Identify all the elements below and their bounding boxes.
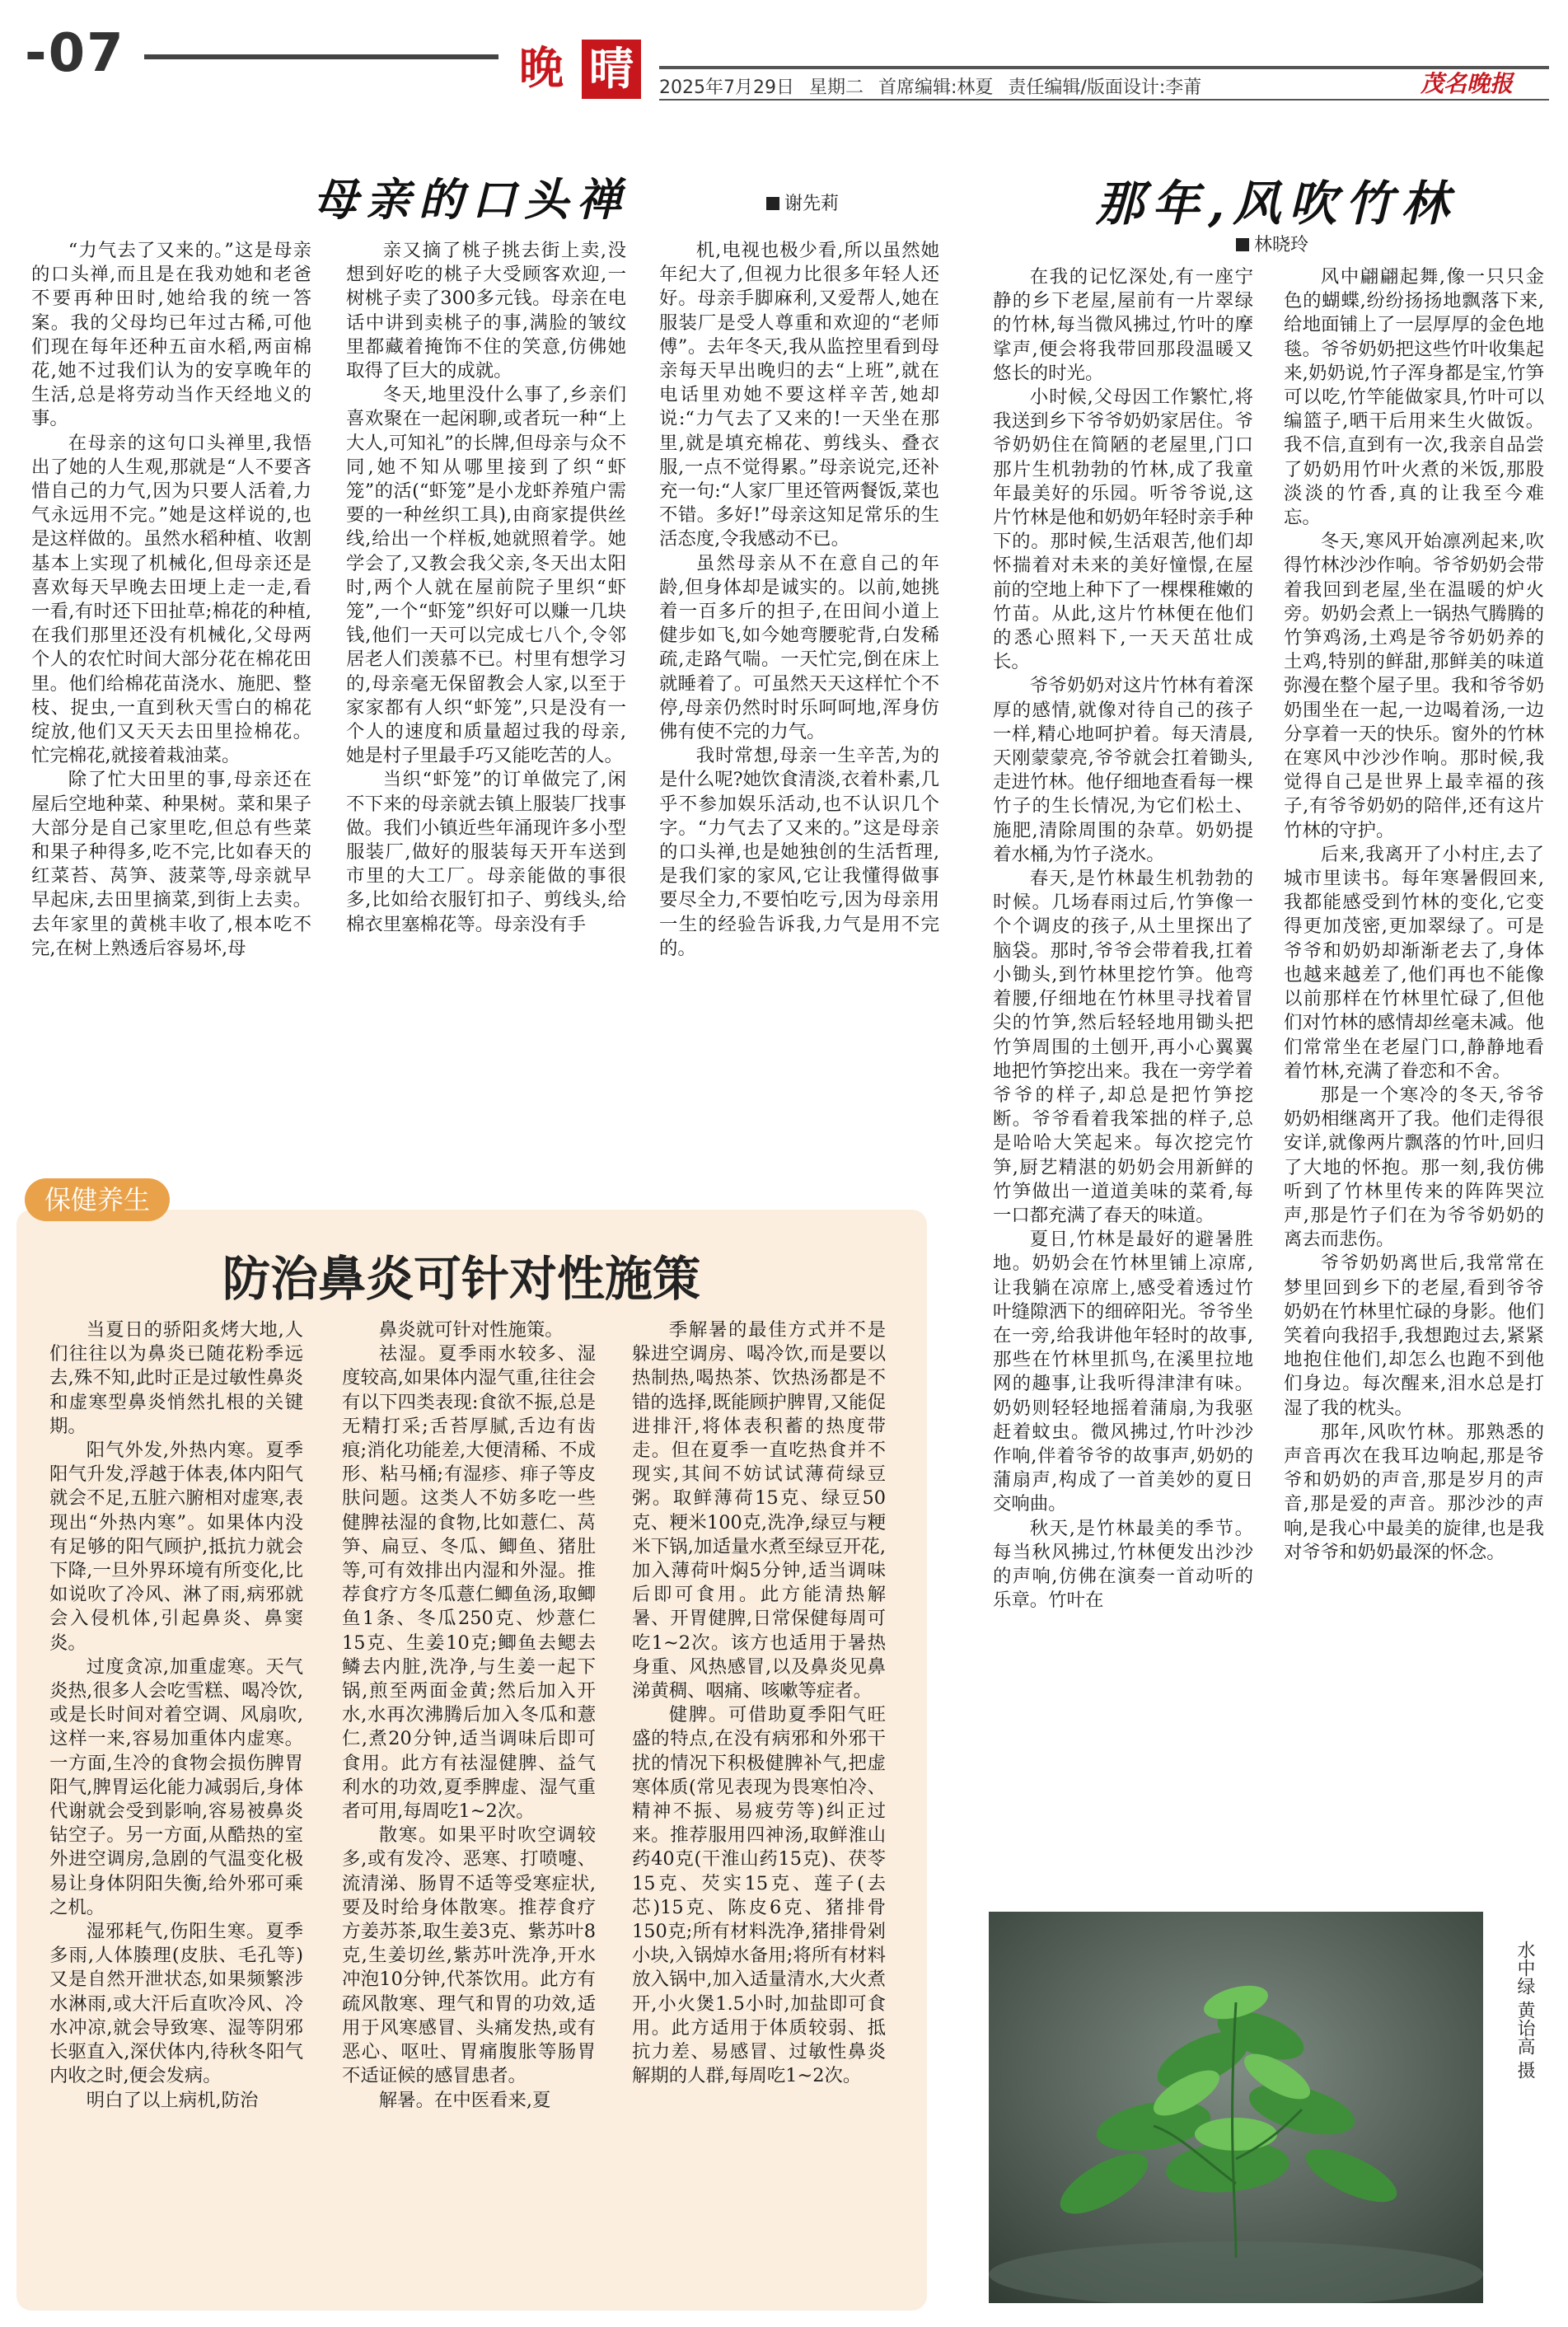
paragraph: 散寒。如果平时吹空调较多,或有发冷、恶寒、打喷嚏、流清涕、肠胃不适等受寒症状,要及时给身体散寒。推荐食疗方姜苏茶,取生姜3克、紫苏叶8克,生姜切丝,紫苏叶洗净,开水冲泡10分钟,代茶饮用。此方有疏风散寒、理气和胃的功效,适用于风寒感冒、头痛发热,或有恶心、呕吐、胃痛腹胀等肠胃不适证候的感冒患者。 bbox=[342, 1824, 596, 2087]
paragraph: 解暑。在中医看来,夏 bbox=[378, 2089, 551, 2111]
section-name-char-2: 晴 bbox=[582, 40, 641, 99]
article-column bbox=[31, 239, 311, 1158]
section-tag: 保健养生 bbox=[25, 1178, 170, 1221]
paragraph: 鼻炎就可针对性施策。 bbox=[378, 1319, 564, 1341]
issue-date: 2025年7月29日 bbox=[659, 77, 794, 98]
article-author: 谢先莉 bbox=[784, 194, 840, 214]
photo-caption: 水中绿 黄诒高 摄 bbox=[1514, 1941, 1535, 2079]
paragraph: 那是一个寒冷的冬天,爷爷奶奶相继离开了我。他们走得很安详,就像两片飘落的竹叶,回归了大地的怀抱。那一刻,我仿佛听到了竹林里传来的阵阵哭泣声,那是竹子们在为爷爷奶奶的离去而悲伤。 bbox=[1284, 1084, 1544, 1251]
paragraph: 当夏日的骄阳炙烤大地,人们往往以为鼻炎已随花粉季远去,殊不知,此时正是过敏性鼻炎和虚寒型鼻炎悄然扎根的关键期。 bbox=[49, 1319, 303, 1437]
article-column bbox=[1284, 265, 1544, 1897]
paragraph: 阳气外发,外热内寒。夏季阳气升发,浮越于体表,体内阳气就会不足,五脏六腑相对虚寒,表现出“外热内寒”。如果体内没有足够的阳气顾护,抵抗力就会下降,一旦外界环境有所变化,比如说吹了冷风、淋了雨,病邪就会入侵机体,引起鼻炎、鼻窦炎。 bbox=[49, 1440, 303, 1654]
paragraph: 在母亲的这句口头禅里,我悟出了她的人生观,那就是“人不要吝惜自己的力气,因为只要人活着,力气永远用不完。”她是这样说的,也是这样做的。虽然水稻种植、收割基本上实现了机械化,但母亲还是喜欢每天早晚去田埂上走一走,看一看,有时还下田扯草;棉花的种植,在我们那里还没有机械化,父母两个人的农忙时间大部分花在棉花田里。他们给棉花苗浇水、施肥、整枝、捉虫,一直到秋天雪白的棉花绽放,他们又天天去田里捡棉花。忙完棉花,就接着栽油菜。 bbox=[31, 432, 311, 767]
byline-square-icon bbox=[1236, 238, 1249, 251]
article-title: 防治鼻炎可针对性施策 bbox=[222, 1251, 701, 1307]
article-title: 那年,风吹竹林 bbox=[1096, 176, 1458, 232]
paragraph: 在我的记忆深处,有一座宁静的乡下老屋,屋前有一片翠绿的竹林,每当微风拂过,竹叶的摩挲声,便会将我带回那段温暖又悠长的时光。 bbox=[993, 266, 1253, 384]
masthead-info bbox=[659, 71, 1368, 101]
article-byline bbox=[1236, 231, 1308, 256]
paragraph: 秋天,是竹林最美的季节。每当秋风拂过,竹林便发出沙沙的声响,仿佛在演奏一首动听的乐章。竹叶在 bbox=[993, 1517, 1253, 1612]
article-byline bbox=[766, 190, 839, 215]
paragraph: 风中翩翩起舞,像一只只金色的蝴蝶,纷纷扬扬地飘落下来,给地面铺上了一层厚厚的金色地毯。爷爷奶奶把这些竹叶收集起来,奶奶说,竹子浑身都是宝,竹笋可以吃,竹竿能做家具,竹叶可以编篮子,晒干后用来生火做饭。我不信,直到有一次,我亲自品尝了奶奶用竹叶火煮的米饭,那股淡淡的竹香,真的让我至今难忘。 bbox=[1284, 266, 1544, 529]
chief-editor: 首席编辑:林夏 bbox=[878, 77, 994, 98]
paragraph: 健脾。可借助夏季阳气旺盛的特点,在没有病邪和外邪干扰的情况下积极健脾补气,把虚寒体质(常见表现为畏寒怕冷、精神不振、易疲劳等)纠正过来。推荐服用四神汤,取鲜淮山药40克(干淮山药15克)、茯苓15克、芡实15克、莲子(去芯)15克、陈皮6克、猪排骨150克;所有材料洗净,猪排骨剁小块,入锅焯水备用;将所有材料放入锅中,加入适量清水,大火煮开,小火煲1.5小时,加盐即可食用。此方适用于体质较弱、抵抗力差、易感冒、过敏性鼻炎解期的人群,每周吃1~2次。 bbox=[632, 1704, 886, 2087]
editor: 责任编辑/版面设计:李莆 bbox=[1008, 77, 1202, 98]
paragraph: 冬天,寒风开始凛冽起来,吹得竹林沙沙作响。爷爷奶奶会带着我回到老屋,坐在温暖的炉火旁。奶奶会煮上一锅热气腾腾的竹笋鸡汤,土鸡是爷爷奶奶养的土鸡,特别的鲜甜,那鲜美的味道弥漫在整个屋子里。我和爷爷奶奶围坐在一起,一边喝着汤,一边分享着一天的快乐。窗外的竹林在寒风中沙沙作响。那时候,我觉得自己是世界上最幸福的孩子,有爷爷奶奶的陪伴,还有这片竹林的守护。 bbox=[1284, 531, 1544, 841]
masthead bbox=[0, 0, 1568, 124]
article-column bbox=[346, 239, 626, 1158]
article-column bbox=[659, 239, 939, 1158]
byline-square-icon bbox=[766, 197, 779, 210]
paragraph: 除了忙大田里的事,母亲还在屋后空地种菜、种果树。菜和果子大部分是自己家里吃,但总有些菜和果子种得多,吃不完,比如春天的红菜苔、莴笋、菠菜等,母亲就早早起床,去田里摘菜,到街上去卖。去年家里的黄桃丰收了,根本吃不完,在树上熟透后容易坏,母 bbox=[31, 769, 311, 959]
paragraph: 当织“虾笼”的订单做完了,闲不下来的母亲就去镇上服装厂找事做。我们小镇近些年涌现许多小型服装厂,做好的服装每天开车送到市里的大工厂。母亲能做的事很多,比如给衣服钉扣子、剪线头,给棉衣里塞棉花等。母亲没有手 bbox=[346, 769, 626, 935]
paragraph: 爷爷奶奶对这片竹林有着深厚的感情,就像对待自己的孩子一样,精心地呵护着。每天清晨,天刚蒙蒙亮,爷爷就会扛着锄头,走进竹林。他仔细地查看每一棵竹子的生长情况,为它们松土、施肥,清除周围的杂草。奶奶提着水桶,为竹子浇水。 bbox=[993, 675, 1253, 865]
article-column bbox=[49, 1318, 303, 2303]
issue-weekday: 星期二 bbox=[808, 77, 864, 98]
paragraph: 机,电视也极少看,所以虽然她年纪大了,但视力比很多年轻人还好。母亲手脚麻利,又爱帮人,她在服装厂是受人尊重和欢迎的“老师傅”。去年冬天,我从监控里看到母亲每天早出晚归的去“上班”,就在电话里劝她不要这样辛苦,她却说:“力气去了又来的!一天坐在那里,就是填充棉花、剪线头、叠衣服,一点不觉得累。”母亲说完,还补充一句:“人家厂里还管两餐饭,菜也不错。多好!”母亲这知足常乐的生活态度,令我感动不已。 bbox=[659, 240, 939, 550]
paragraph: 春天,是竹林最生机勃勃的时候。几场春雨过后,竹笋像一个个调皮的孩子,从土里探出了脑袋。那时,爷爷会带着我,扛着小锄头,到竹林里挖竹笋。他弯着腰,仔细地在竹林里寻找着冒尖的竹笋,然后轻轻地用锄头把竹笋周围的土刨开,再小心翼翼地把竹笋挖出来。我在一旁学着爷爷的样子,却总是把竹笋挖断。爷爷看着我笨拙的样子,总是哈哈大笑起来。每次挖完竹笋,厨艺精湛的奶奶会用新鲜的竹笋做出一道道美味的菜肴,每一口都充满了春天的味道。 bbox=[993, 868, 1253, 1226]
article-column bbox=[993, 265, 1253, 1897]
paragraph: “力气去了又来的。”这是母亲的口头禅,而且是在我劝她和老爸不要再种田时,她给我的统一答案。我的父母均已年过古稀,可他们现在每年还种五亩水稻,两亩棉花,她不过我们认为的安享晚年的生活,总是将劳动当作天经地义的事。 bbox=[31, 240, 311, 430]
paragraph: 小时候,父母因工作繁忙,将我送到乡下爷爷奶奶家居住。爷爷奶奶住在简陋的老屋里,门口那片生机勃勃的竹林,成了我童年最美好的乐园。听爷爷说,这片竹林是他和奶奶年轻时亲手种下的。那时候,生活艰苦,他们却怀揣着对未来的美好憧憬,在屋前的空地上种下了一棵棵稚嫩的竹苗。从此,这片竹林便在他们的悉心照料下,一天天茁壮成长。 bbox=[993, 386, 1253, 673]
section-name bbox=[519, 33, 643, 97]
page-number: -07 bbox=[25, 23, 125, 84]
paragraph: 明白了以上病机,防治 bbox=[86, 2089, 259, 2111]
paragraph: 冬天,地里没什么事了,乡亲们喜欢聚在一起闲聊,或者玩一种“上大人,可知礼”的长牌,但母亲与众不同,她不知从哪里接到了织“虾笼”的活(“虾笼”是小龙虾养殖户需要的一种丝织工具),由商家提供丝线,给出一个样板,她就照着学。她学会了,又教会我父亲,冬天出太阳时,两个人就在屋前院子里织“虾笼”,一个“虾笼”织好可以赚一几块钱,他们一天可以完成七八个,令邻居老人们羡慕不已。村里有想学习的,母亲毫无保留教会人家,以至于家家都有人织“虾笼”,只是没有一个人的速度和质量超过我的母亲,她是村子里最手巧又能吃苦的人。 bbox=[346, 384, 626, 767]
paragraph: 爷爷奶奶离世后,我常常在梦里回到乡下的老屋,看到爷爷奶奶在竹林里忙碌的身影。他们笑着向我招手,我想跑过去,紧紧地抱住他们,却怎么也跑不到他们身边。每次醒来,泪水总是打湿了我的枕头。 bbox=[1284, 1252, 1544, 1419]
article-author: 林晓玲 bbox=[1254, 235, 1309, 255]
paragraph: 季解暑的最佳方式并不是躲进空调房、喝冷饮,而是要以热制热,喝热茶、饮热汤都是不错的选择,既能顾护脾胃,又能促进排汗,将体表积蓄的热度带走。但在夏季一直吃热食并不现实,其间不妨试试薄荷绿豆粥。取鲜薄荷15克、绿豆50克、粳米100克,洗净,绿豆与粳米下锅,加适量水煮至绿豆开花,加入薄荷叶焖5分钟,适当调味后即可食用。此方能清热解暑、开胃健脾,日常保健每周可吃1~2次。该方也适用于暑热身重、风热感冒,以及鼻炎见鼻涕黄稠、咽痛、咳嗽等症者。 bbox=[632, 1319, 886, 1702]
paragraph: 过度贪凉,加重虚寒。天气炎热,很多人会吃雪糕、喝冷饮,或是长时间对着空调、风扇吹,这样一来,容易加重体内虚寒。一方面,生冷的食物会损伤脾胃阳气,脾胃运化能力减弱后,身体代谢就会受到影响,容易被鼻炎钻空子。另一方面,从酷热的室外进空调房,急剧的气温变化极易让身体阴阳失衡,给外邪可乘之机。 bbox=[49, 1655, 303, 1918]
paragraph: 湿邪耗气,伤阳生寒。夏季多雨,人体腠理(皮肤、毛孔等)又是自然开泄状态,如果频繁涉水淋雨,或大汗后直吹冷风、冷水冲凉,就会导致寒、湿等阴邪长驱直入,深伏体内,待秋冬阳气内收之时,便会发病。 bbox=[49, 1921, 303, 2087]
masthead-rule-bottom bbox=[659, 99, 1549, 101]
paragraph: 夏日,竹林是最好的避暑胜地。奶奶会在竹林里铺上凉席,让我躺在凉席上,感受着透过竹叶缝隙洒下的细碎阳光。爷爷坐在一旁,给我讲他年轻时的故事,那些在竹林里抓鸟,在溪里拉地网的趣事,让我听得津津有味。奶奶则轻轻地摇着蒲扇,为我驱赶着蚊虫。微风拂过,竹叶沙沙作响,伴着爷爷的故事声,奶奶的蒲扇声,构成了一首美妙的夏日交响曲。 bbox=[993, 1229, 1253, 1515]
article-title: 母亲的口头禅 bbox=[313, 173, 630, 226]
masthead-rule bbox=[144, 54, 498, 59]
paragraph: 后来,我离开了小村庄,去了城市里读书。每年寒暑假回来,我都能感受到竹林的变化,它变得更加茂密,更加翠绿了。可是爷爷和奶奶却渐渐老去了,身体也越来越差了,他们再也不能像以前那样在竹林里忙碌了,但他们对竹林的感情却丝毫未减。他们常常坐在老屋门口,静静地看着竹林,充满了眷恋和不舍。 bbox=[1284, 843, 1544, 1082]
article-column bbox=[632, 1318, 886, 2303]
photo-illustration bbox=[989, 1912, 1483, 2303]
paragraph: 亲又摘了桃子挑去街上卖,没想到好吃的桃子大受顾客欢迎,一树桃子卖了300多元钱。母亲在电话中讲到卖桃子的事,满脸的皱纹里都藏着掩饰不住的笑意,仿佛她取得了巨大的成就。 bbox=[346, 240, 626, 382]
photo-plants-in-water bbox=[989, 1912, 1483, 2303]
newspaper-logo: 茂名晚报 bbox=[1420, 70, 1513, 97]
article-column bbox=[342, 1318, 596, 2303]
paragraph: 祛湿。夏季雨水较多、湿度较高,如果体内湿气重,往往会有以下四类表现:食欲不振,总是无精打采;舌苔厚腻,舌边有齿痕;消化功能差,大便清稀、不成形、粘马桶;有湿疹、痱子等皮肤问题。这类人不妨多吃一些健脾祛湿的食物,比如薏仁、莴笋、扁豆、冬瓜、鲫鱼、猪肚等,可有效排出内湿和外湿。推荐食疗方冬瓜薏仁鲫鱼汤,取鲫鱼1条、冬瓜250克、炒薏仁15克、生姜10克;鲫鱼去鳃去鳞去内脏,洗净,与生姜一起下锅,煎至两面金黄;然后加入开水,水再次沸腾后加入冬瓜和薏仁,煮20分钟,适当调味后即可食用。此方有祛湿健脾、益气利水的功效,夏季脾虚、湿气重者可用,每周吃1~2次。 bbox=[342, 1343, 596, 1823]
paragraph: 虽然母亲从不在意自己的年龄,但身体却是诚实的。以前,她挑着一百多斤的担子,在田间小道上健步如飞,如今她弯腰驼背,白发稀疏,走路气喘。一天忙完,倒在床上就睡着了。可虽然天天这样忙个不停,母亲仍然时时乐呵呵地,浑身仿佛有使不完的力气。 bbox=[659, 552, 939, 743]
paragraph: 我时常想,母亲一生辛苦,为的是什么呢?她饮食清淡,衣着朴素,几乎不参加娱乐活动,也不认识几个字。“力气去了又来的。”这是母亲的口头禅,也是她独创的生活哲理,是我们家的家风,它让我懂得做事要尽全力,不要怕吃亏,因为母亲用一生的经验告诉我,力气是用不完的。 bbox=[659, 745, 939, 959]
section-name-char-1: 晚 bbox=[519, 42, 564, 94]
paragraph: 那年,风吹竹林。那熟悉的声音再次在我耳边响起,那是爷爷和奶奶的声音,那是岁月的声音,那是爱的声音。那沙沙的声响,是我心中最美的旋律,也是我对爷爷和奶奶最深的怀念。 bbox=[1284, 1421, 1544, 1563]
